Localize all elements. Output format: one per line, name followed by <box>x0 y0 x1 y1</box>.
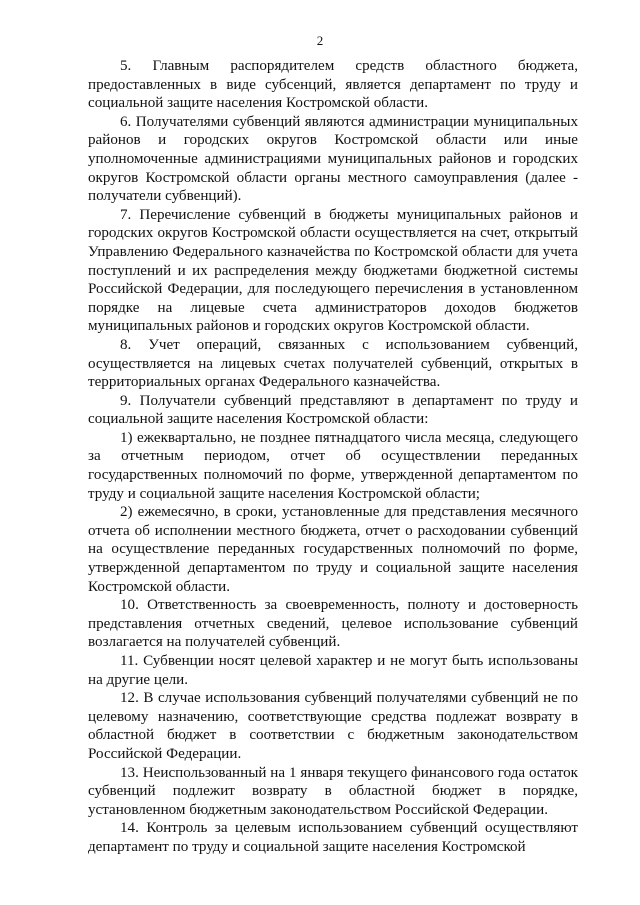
paragraph-11: 11. Субвенции носят целевой характер и не могут быть использованы на другие цели. <box>88 653 578 688</box>
paragraph-9-item-2: 2) ежемесячно, в сроки, установленные для представления месячного отчета об исполнении местного бюджета, отчет о расходовании субвенций на осуществление переданных государственных полномочий по форме, утвержденной департаментом по труду и социальной защите населения Костромской области. <box>88 504 578 595</box>
document-body <box>88 57 578 857</box>
paragraph-8: 8. Учет операций, связанных с использованием субвенций, осуществляется на лицевых счетах получателей субвенций, открытых в территориальных органах Федерального казначейства. <box>88 336 578 391</box>
paragraph-7: 7. Перечисление субвенций в бюджеты муниципальных районов и городских округов Костромской области осуществляется на счет, открытый Управлению Федерального казначейства по Костромской области для учета поступлений и их распределения между бюджетами бюджетной системы Российской Федерации, для последующего перечисления в установленном порядке на лицевые счета администраторов доходов бюджетов муниципальных районов и городских округов Костромской области. <box>88 206 578 335</box>
paragraph-12: 12. В случае использования субвенций получателями субвенций не по целевому назначению, соответствующие средства подлежат возврату в областной бюджет в соответствии с бюджетным законодательством Российской Федерации. <box>88 690 578 762</box>
page-number: 2 <box>316 33 324 48</box>
paragraph-5: 5. Главным распорядителем средств областного бюджета, предоставленных в виде субсенций, является департамент по труду и социальной защите населения Костромской области. <box>88 58 578 112</box>
paragraph-6: 6. Получателями субвенций являются администрации муниципальных районов и городских округов Костромской области или иные уполномоченные администрациями муниципальных районов и городских округов Костромской области органы местного самоуправления (далее - получатели субвенций). <box>88 113 578 205</box>
paragraph-9-item-1: 1) ежеквартально, не позднее пятнадцатого числа месяца, следующего за отчетным периодом, отчет об осуществлении переданных государственных полномочий по форме, утвержденной департаментом по труду и социальной защите населения Костромской области; <box>88 429 578 502</box>
paragraph-10: 10. Ответственность за своевременность, полноту и достоверность представления отчетных сведений, целевое использование субвенций возлагается на получателей субвенций. <box>88 597 578 651</box>
paragraph-9: 9. Получатели субвенций представляют в департамент по труду и социальной защите населения Костромской области: <box>88 392 578 428</box>
paragraph-14: 14. Контроль за целевым использованием субвенций осуществляют департамент по труду и социальной защите населения Костромской <box>88 820 578 855</box>
paragraph-13: 13. Неиспользованный на 1 января текущего финансового года остаток субвенций подлежит возврату в областной бюджет в порядке, установленном бюджетным законодательством Российской Федерации. <box>88 764 578 818</box>
